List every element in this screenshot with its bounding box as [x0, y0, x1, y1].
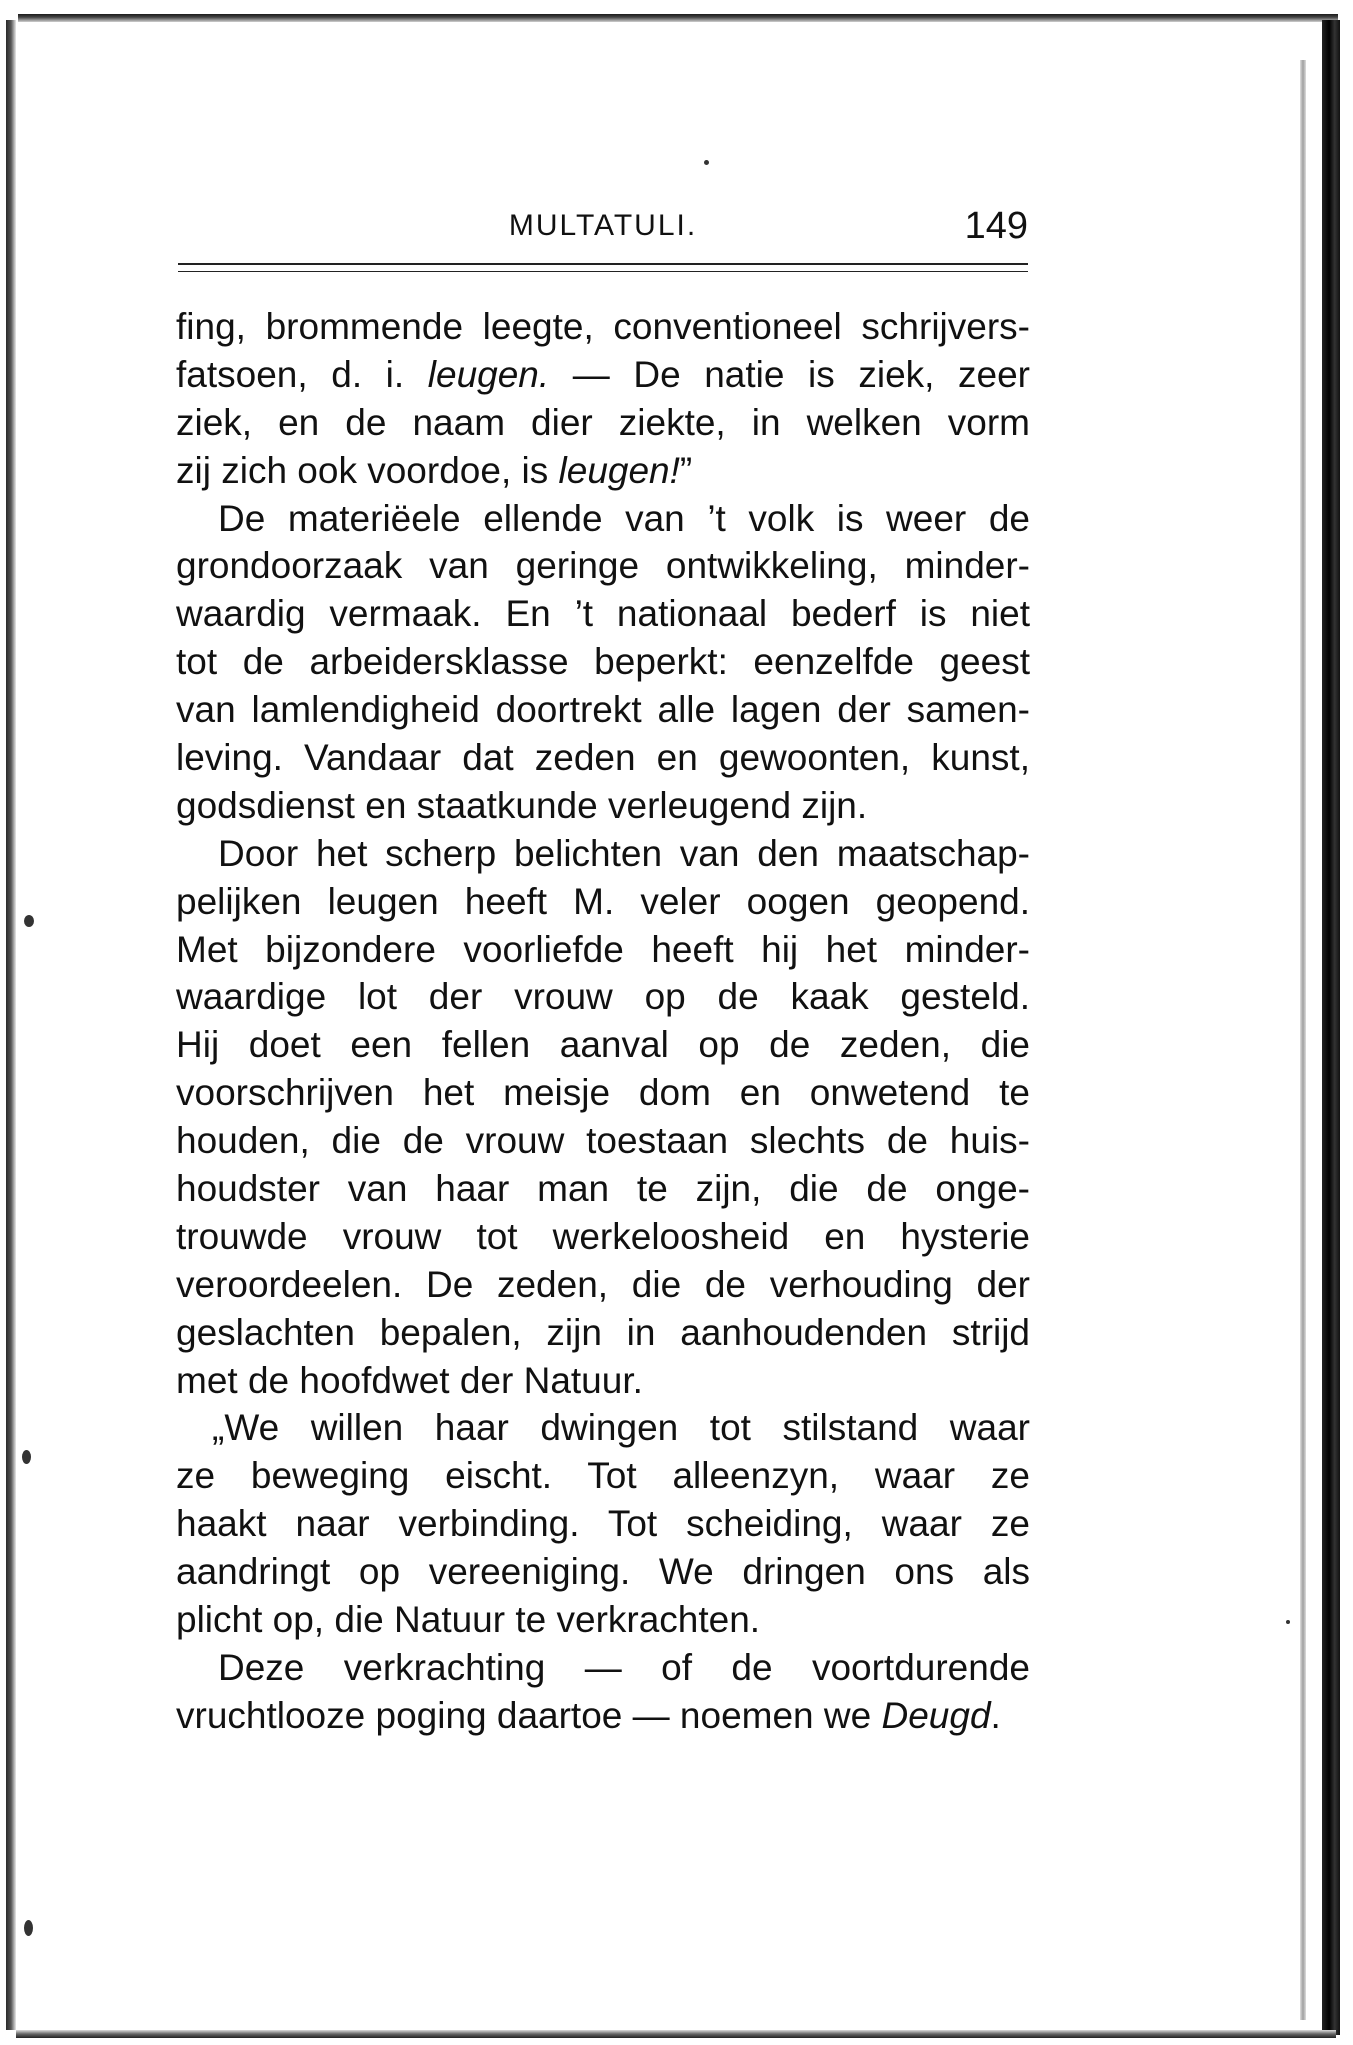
italic-word: leugen! [558, 449, 680, 491]
italic-word: Deugd [881, 1694, 991, 1736]
scan-edge-right [1322, 20, 1340, 2035]
text-line: Door het scherp belichten van den maatschap- [218, 832, 1030, 874]
text-line: aandringt op vereeniging. We dringen ons als [176, 1551, 1030, 1593]
text-line: pelijken leugen heeft M. veler oogen geopend. [176, 880, 1030, 922]
text-line: fing, brommende leegte, conventioneel schrijvers- [176, 306, 1030, 347]
scan-edge-top [18, 14, 1338, 22]
text-line: met de hoofdwet der Natuur. [176, 1359, 643, 1401]
header-rule-thin [178, 271, 1028, 272]
speck [22, 1450, 31, 1464]
header-rule [178, 263, 1028, 265]
speck [1286, 1620, 1290, 1624]
page-number: 149 [964, 205, 1028, 247]
italic-word: leugen. [427, 353, 550, 395]
text-line: voorschrijven het meisje dom en onwetend te [176, 1072, 1030, 1114]
text-line: grondoorzaak van geringe ontwikkeling, minder- [176, 545, 1030, 587]
text-line: Met bijzondere voorliefde heeft hij het minder- [176, 928, 1030, 970]
text-line: zij zich ook voordoe, is leugen!” [176, 449, 693, 491]
scan-edge-left [6, 20, 16, 2030]
text-line: haakt naar verbinding. Tot scheiding, waar ze [176, 1503, 1030, 1545]
text-line: fatsoen, d. i. leugen. — De natie is ziek, zeer [176, 353, 1030, 395]
scan-edge-bottom [16, 2030, 1336, 2038]
text-line: leving. Vandaar dat zeden en gewoonten, kunst, [176, 737, 1030, 779]
text-line: waardig vermaak. En ’t nationaal bederf is niet [176, 593, 1030, 635]
running-title: MULTATULI. [508, 209, 698, 242]
text-line: ze beweging eischt. Tot alleenzyn, waar ze [176, 1455, 1030, 1497]
text-line: godsdienst en staatkunde verleugend zijn. [176, 784, 868, 826]
text-line: houden, die de vrouw toestaan slechts de huis- [176, 1120, 1030, 1162]
text-line: van lamlendigheid doortrekt alle lagen der samen- [176, 689, 1030, 731]
text-line: tot de arbeidersklasse beperkt: eenzelfde geest [176, 641, 1030, 683]
text-line: vruchtlooze poging daartoe — noemen we Deugd. [176, 1694, 1001, 1736]
text-line: „We willen haar dwingen tot stilstand waar [212, 1407, 1030, 1449]
speck [704, 160, 709, 165]
text-line: houdster van haar man te zijn, die de onge- [176, 1168, 1030, 1210]
text-line: waardige lot der vrouw op de kaak gesteld. [176, 976, 1030, 1018]
text-line: veroordeelen. De zeden, die de verhouding der [176, 1263, 1030, 1305]
speck [24, 1920, 33, 1936]
page-fore-edge [1300, 60, 1306, 2020]
text-line: plicht op, die Natuur te verkrachten. [176, 1599, 761, 1641]
text-line: trouwde vrouw tot werkeloosheid en hysterie [176, 1215, 1030, 1257]
text-line: ziek, en de naam dier ziekte, in welken vorm [176, 401, 1030, 443]
body-text [176, 303, 1030, 1740]
speck [24, 915, 34, 927]
text-line: De materiëele ellende van ’t volk is weer de [218, 497, 1030, 539]
running-head [178, 205, 1028, 255]
text-line: Deze verkrachting — of de voortdurende [218, 1646, 1030, 1688]
text-line: geslachten bepalen, zijn in aanhoudenden strijd [176, 1311, 1030, 1353]
text-line: Hij doet een fellen aanval op de zeden, die [176, 1024, 1030, 1066]
